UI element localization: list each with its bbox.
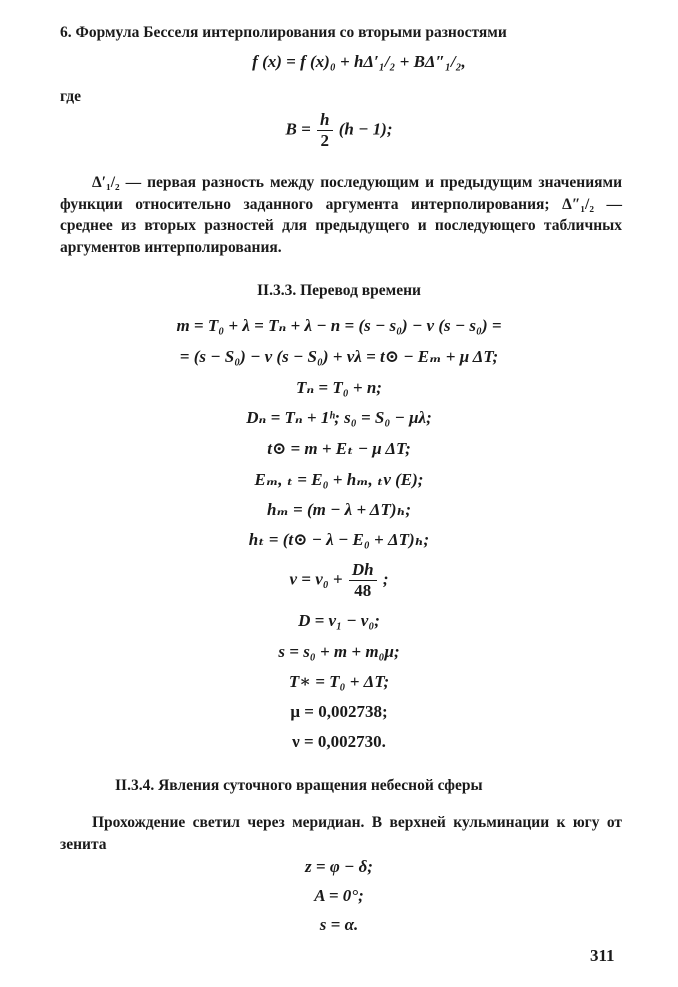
section-ii34-heading: II.3.4. Явления суточного вращения небесной сферы bbox=[115, 777, 483, 794]
time-eq-8: hₜ = (t⊙ − λ − E₀ + ΔT)ₕ; bbox=[248, 530, 430, 549]
where-label: где bbox=[60, 88, 81, 105]
b-formula-rhs: (h − 1); bbox=[338, 119, 393, 139]
culmination-eq-3: s = α. bbox=[319, 915, 359, 934]
b-fraction-numerator: h bbox=[317, 110, 332, 131]
dh-fraction-denominator: 48 bbox=[354, 581, 372, 600]
time-eq-12: T∗ = T₀ + ΔT; bbox=[288, 672, 390, 691]
b-formula-lhs: B = bbox=[285, 119, 311, 139]
time-eq-9 bbox=[0, 560, 678, 601]
time-eq-2: = (s − S₀) − ν (s − S₀) + νλ = t⊙ − Eₘ + μ ΔT; bbox=[179, 347, 499, 366]
time-eq-9-tail: ; bbox=[382, 569, 389, 589]
time-eq-3: Tₙ = T₀ + n; bbox=[296, 378, 382, 397]
bessel-formula: f (x) = f (x)₀ + hΔ′₁/₂ + BΔ″₁/₂, bbox=[252, 52, 466, 71]
page-number: 311 bbox=[590, 946, 615, 965]
time-eq-1: m = T₀ + λ = Tₙ + λ − n = (s − s₀) − ν (s − s₀) = bbox=[176, 316, 502, 335]
b-fraction-denominator: 2 bbox=[320, 131, 330, 150]
section-ii34-intro: Прохождение светил через меридиан. В верхней кульминации к югу от зенита bbox=[60, 814, 622, 853]
time-eq-4: Dₙ = Tₙ + 1ʰ; s₀ = S₀ − μλ; bbox=[246, 408, 432, 427]
b-formula bbox=[0, 110, 678, 151]
time-eq-6: Eₘ, ₜ = E₀ + hₘ, ₜv (E); bbox=[254, 470, 424, 489]
culmination-eq-1: z = φ − δ; bbox=[305, 857, 373, 876]
time-eq-7: hₘ = (m − λ + ΔT)ₕ; bbox=[266, 500, 412, 519]
section-ii33-heading: II.3.3. Перевод времени bbox=[257, 282, 421, 299]
time-eq-13: μ = 0,002738; bbox=[290, 702, 388, 721]
dh-fraction-numerator: Dh bbox=[349, 560, 377, 581]
dh-fraction bbox=[349, 560, 377, 601]
time-eq-9-lhs: v = v₀ + bbox=[289, 569, 343, 589]
section6-heading: 6. Формула Бесселя интерполирования со вторыми разностями bbox=[60, 24, 507, 41]
time-eq-5: t⊙ = m + Eₜ − μ ΔT; bbox=[267, 439, 411, 458]
time-eq-14: ν = 0,002730. bbox=[292, 732, 386, 751]
time-eq-11: s = s₀ + m + m₀μ; bbox=[278, 642, 400, 661]
b-fraction bbox=[317, 110, 332, 151]
section6-explanation: Δ′₁/₂ — первая разность между последующим и предыдущим значениями функции относительно заданного аргумента интерполирования; Δ″₁/₂ — среднее из вторых разностей для предыдущего и последующего табличных аргументов интерполирования. bbox=[60, 174, 622, 256]
time-eq-10: D = v₁ − v₀; bbox=[298, 611, 380, 630]
culmination-eq-2: A = 0°; bbox=[314, 886, 364, 905]
